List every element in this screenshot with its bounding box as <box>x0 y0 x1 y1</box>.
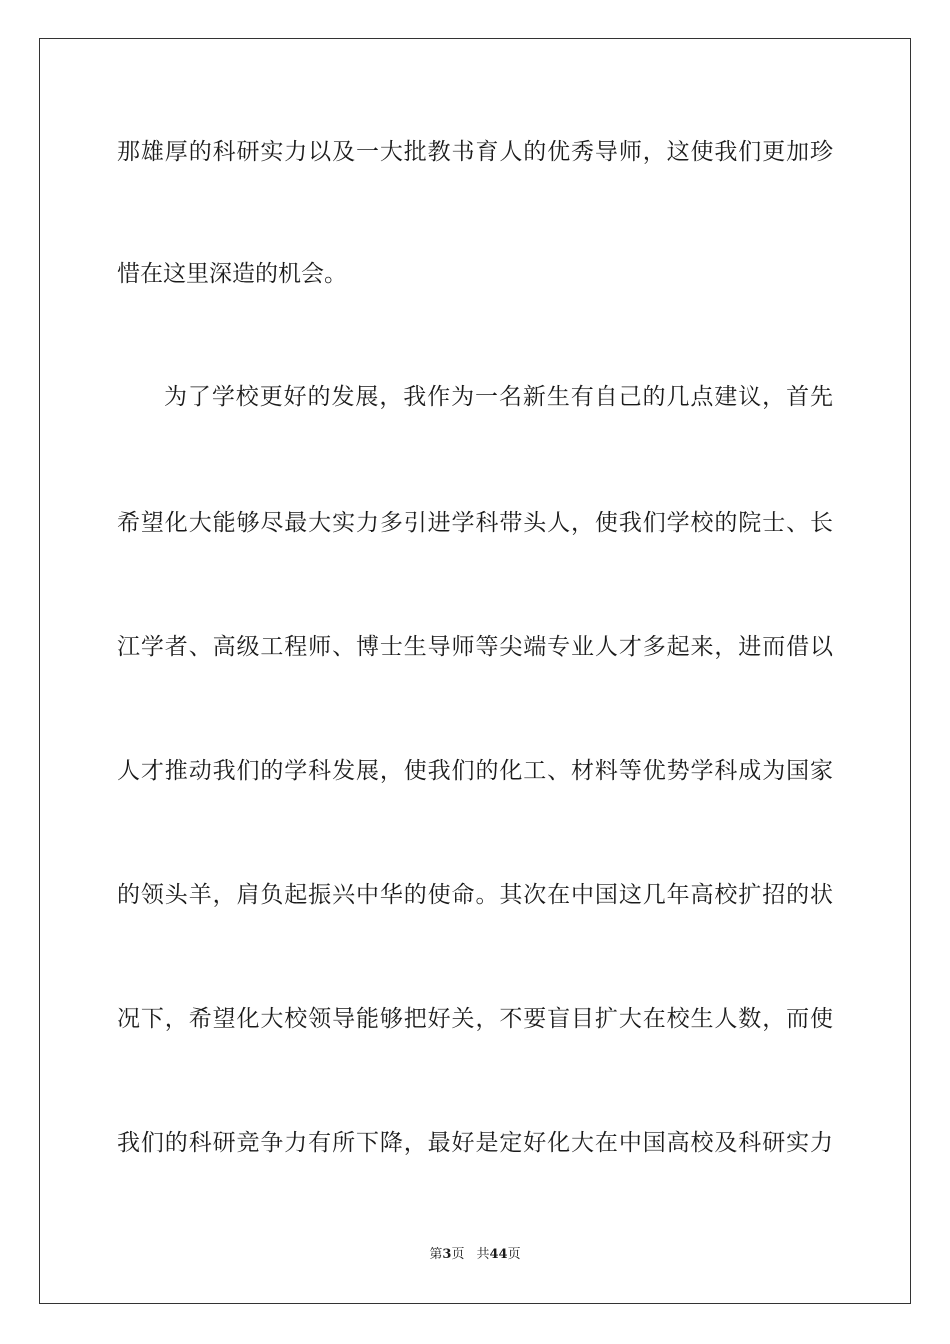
page-footer <box>0 1246 950 1264</box>
page-prefix: 第 <box>429 1247 443 1262</box>
body-text-line-4: 希望化大能够尽最大实力多引进学科带头人，使我们学校的院士、长 <box>117 510 833 536</box>
page-suffix: 页 <box>451 1247 465 1262</box>
body-text-line-5: 江学者、高级工程师、博士生导师等尖端专业人才多起来，进而借以 <box>117 634 833 660</box>
body-text-line-6: 人才推动我们的学科发展，使我们的化工、材料等优势学科成为国家 <box>117 758 833 784</box>
body-text-line-3: 为了学校更好的发展，我作为一名新生有自己的几点建议，首先 <box>164 384 833 410</box>
body-text-line-9: 我们的科研竞争力有所下降，最好是定好化大在中国高校及科研实力 <box>117 1130 833 1156</box>
page-border <box>39 38 911 1304</box>
total-suffix: 页 <box>507 1247 521 1262</box>
body-text-line-2: 惜在这里深造的机会。 <box>117 261 347 287</box>
body-text-line-7: 的领头羊，肩负起振兴中华的使命。其次在中国这几年高校扩招的状 <box>117 882 833 908</box>
body-text-line-8: 况下，希望化大校领导能够把好关，不要盲目扩大在校生人数，而使 <box>117 1006 833 1032</box>
total-pages: 44 <box>489 1247 508 1262</box>
body-text-line-1: 那雄厚的科研实力以及一大批教书育人的优秀导师，这使我们更加珍 <box>117 139 833 165</box>
page-number: 3 <box>442 1247 452 1262</box>
total-prefix: 共 <box>476 1247 490 1262</box>
